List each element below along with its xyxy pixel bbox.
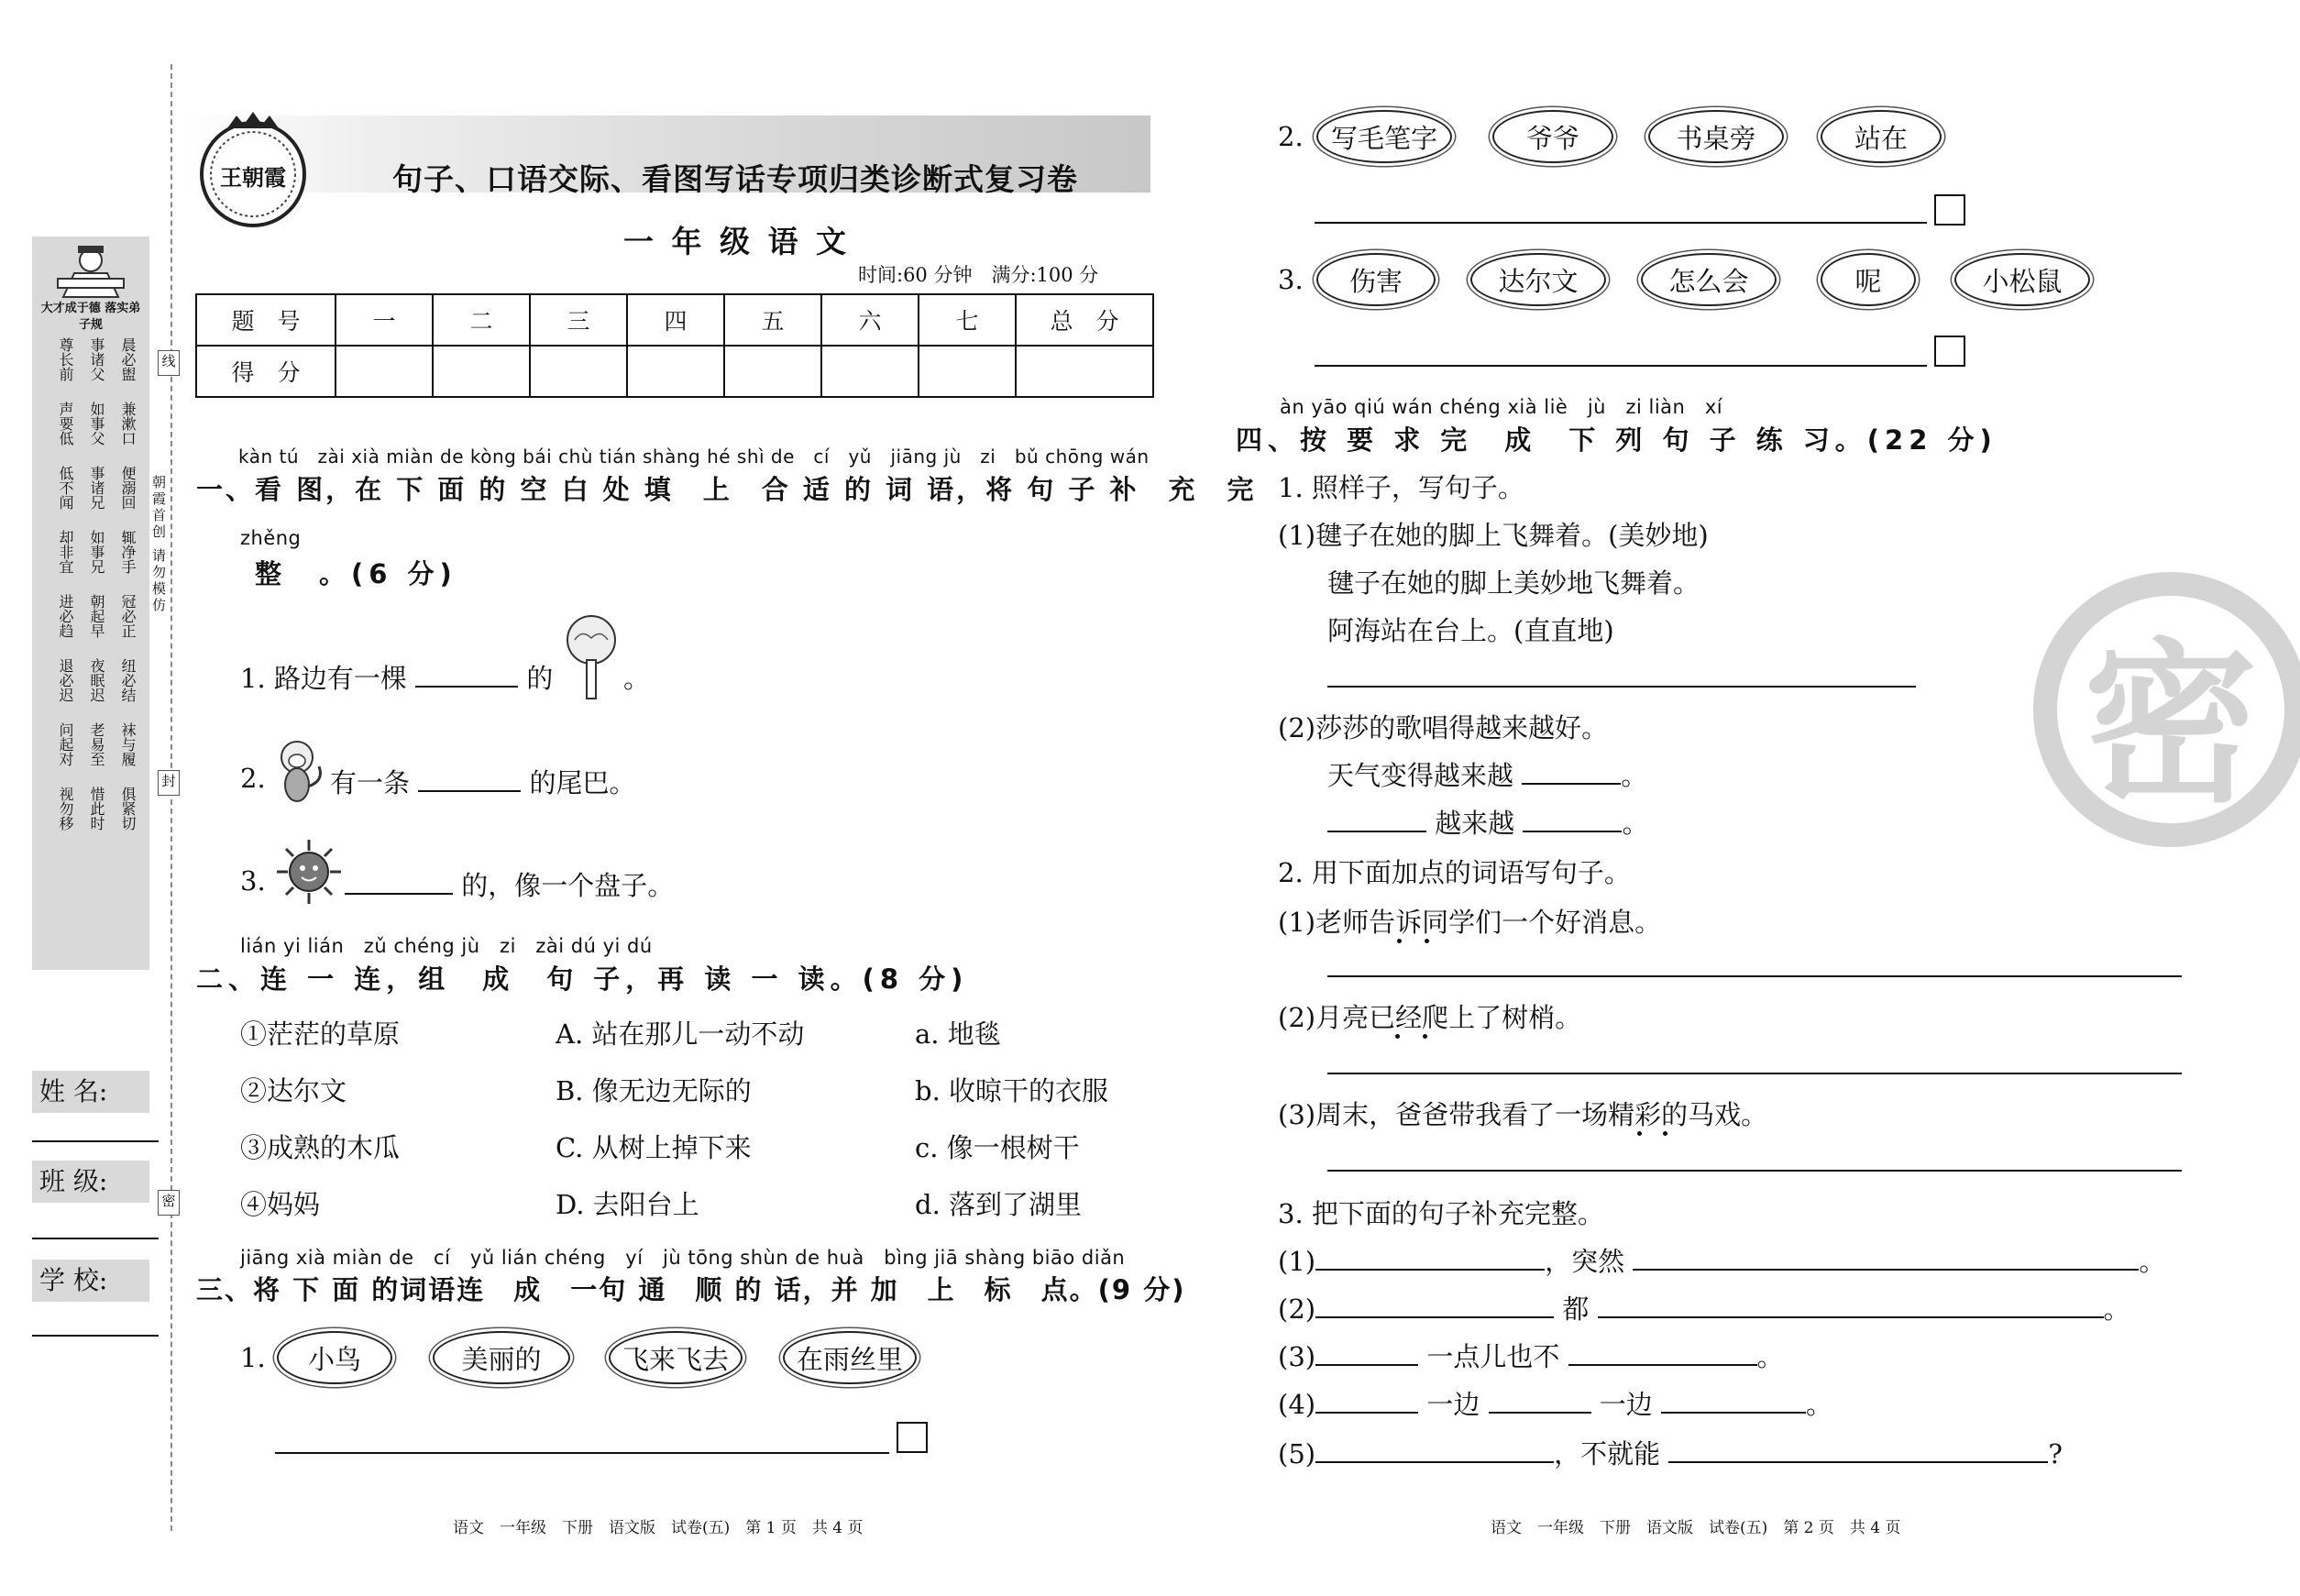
poem-cell: 视勿移 [57,787,74,831]
word-cloud[interactable]: 美丽的 [433,1331,570,1384]
s3-q3-num: 3. [1278,264,1304,295]
word-cloud[interactable]: 达尔文 [1470,253,1606,306]
watermark-seal [2033,572,2300,847]
word-cloud[interactable]: 飞来飞去 [609,1331,743,1384]
poem-cell: 老易至 [88,722,105,766]
brand-logo-text: 王朝霞 [220,164,286,191]
margin-vertical-note: 朝霞首创 请勿模仿 [150,475,167,614]
score-header: 二 [433,294,530,346]
s4-p2-1-answer-line[interactable] [1327,975,2182,977]
watermark-char: 密 [2083,622,2258,826]
section3-title: 三、将 下 面 的词语连 成 一句 通 顺 的 话，并 加 上 标 点。(9 分) [196,1274,1186,1305]
poem-cell: 尊长前 [57,337,74,381]
right-footer: 语文 一年级 下册 语文版 试卷(五) 第 2 页 共 4 页 [1491,1519,1901,1537]
sun-icon [275,838,343,906]
time-info: 时间:60 分钟 满分:100 分 [858,264,1099,286]
s4-p1-b-blank-2[interactable] [1327,807,1426,832]
score-header: 三 [530,294,627,346]
score-header: 五 [724,294,821,346]
s4-p1-a-answer-line[interactable] [1327,686,1916,688]
s4-p3-blank[interactable] [1315,1388,1418,1414]
poem-cell: 便溺回 [119,466,137,510]
poem-cell: 事诸父 [88,337,105,381]
poem-cell: 退必迟 [57,658,74,702]
s4-p3-blank[interactable] [1668,1437,2048,1463]
s4-p1-title: 1. 照样子，写句子。 [1278,472,1524,503]
poem-cell: 进必趋 [57,594,74,638]
emphasis-dot [1395,1034,1400,1039]
s3-q2-punct-box[interactable] [1934,194,1965,226]
match-item[interactable]: a. 地毯 [915,1018,1001,1050]
poem-cell: 事诸兄 [88,466,105,510]
class-label: 班 级: [32,1161,149,1203]
match-item[interactable]: C. 从树上掉下来 [556,1132,752,1163]
emphasis-dot [1423,1034,1427,1039]
section4-pinyin: àn yāo qiú wán chéng xià liè jù zi liàn xí [1280,396,1723,418]
s1-question-1: 1. 路边有一棵 的 [240,663,554,694]
match-item[interactable]: ①茫茫的草原 [240,1018,401,1050]
margin-mark-mi: 密 [158,1190,180,1216]
poem-cell: 声要低 [57,402,74,446]
score-table [195,293,1154,398]
s4-p1-b-task2: 越来越 。 [1327,803,1648,841]
poem-grid [43,337,140,843]
word-cloud[interactable]: 怎么会 [1641,253,1777,306]
match-item[interactable]: ④妈妈 [240,1189,321,1220]
s4-p2-title: 2. 用下面加点的词语写句子。 [1278,857,1631,888]
s4-p1-b-blank-1[interactable] [1522,759,1621,785]
class-field[interactable] [32,1238,159,1239]
s1-q2-num: 2. [240,763,266,794]
section3-pinyin: jiāng xià miàn de cí yǔ lián chéng yí jù tōng shùn de huà bìng jiā shàng biāo diǎn [240,1247,1126,1269]
s4-p1-b-blank-3[interactable] [1523,807,1622,832]
s4-p3-2: (2) 都 。 [1278,1293,2130,1325]
s1-q1-end: 。 [623,663,651,694]
emphasis-dot [1663,1131,1667,1136]
s4-p3-1: (1) ，突然 。 [1278,1246,2166,1277]
score-cell[interactable] [336,346,433,397]
binding-dashed-line [171,64,172,1531]
word-cloud[interactable]: 书桌旁 [1648,110,1784,163]
word-cloud[interactable]: 小松鼠 [1954,253,2090,306]
score-cell[interactable] [1016,346,1153,397]
s4-p3-blank[interactable] [1315,1245,1545,1271]
poem-cell: 如事父 [88,402,105,446]
section1-title: 一、看 图，在 下 面 的 空 白 处 填 上 合 适 的 词 语，将 句 子 补 充 完 [196,474,1257,505]
school-label: 学 校: [32,1260,149,1302]
s4-p3-3: (3) 一点儿也不 。 [1278,1341,1784,1372]
s4-p2-3: (3)周末，爸爸带我看了一场精彩的马戏。 [1278,1099,1768,1130]
section2-pinyin: lián yi lián zǔ chéng jù zi zài dú yi dú [240,935,653,957]
score-header: 总 分 [1016,294,1153,346]
s1-q2-blank[interactable] [418,766,521,792]
s4-p2-3-answer-line[interactable] [1327,1170,2182,1172]
poem-cell: 袜与履 [119,722,137,766]
s4-p3-blank[interactable] [1315,1293,1554,1318]
match-item[interactable]: c. 像一根树干 [915,1132,1080,1163]
tree-icon [564,612,619,704]
poem-cell: 晨必盥 [119,337,137,381]
word-cloud[interactable]: 伤害 [1316,253,1436,306]
s4-p3-title: 3. 把下面的句子补充完整。 [1278,1198,1604,1229]
s3-q2-num: 2. [1278,121,1304,152]
score-cell[interactable] [530,346,627,397]
poem-cell: 兼漱口 [119,402,137,446]
word-cloud[interactable]: 在雨丝里 [783,1331,917,1384]
score-header: 题 号 [196,294,336,346]
score-header: 七 [919,294,1016,346]
left-footer: 语文 一年级 下册 语文版 试卷(五) 第 1 页 共 4 页 [453,1519,864,1537]
s4-p1-a-example: 毽子在她的脚上美妙地飞舞着。 [1327,567,1700,599]
s4-p3-blank[interactable] [1489,1388,1591,1414]
banner-title: 句子、口语交际、看图写话专项归类诊断式复习卷 [392,161,1078,197]
s4-p3-blank[interactable] [1661,1388,1806,1414]
section1-title-2: 整 。(6 分) [255,558,457,589]
name-label: 姓 名: [32,1071,149,1113]
score-cell[interactable] [919,346,1016,397]
word-cloud[interactable]: 小鸟 [277,1331,392,1384]
margin-mark-feng: 封 [158,770,180,796]
s1-question-2: 有一条 的尾巴。 [330,767,636,798]
s3-q3-answer-line[interactable] [1315,365,1927,367]
s4-p3-blank[interactable] [1315,1437,1554,1463]
poem-cell: 冠必正 [119,594,137,638]
score-row-label: 得 分 [196,346,336,397]
section1-pinyin: kàn tú zài xià miàn de kòng bái chù tián shàng hé shì de cí yǔ jiāng jù zi bǔ chōng wán [238,446,1150,468]
match-item[interactable]: B. 像无边无际的 [556,1075,752,1106]
s3-q2-answer-line[interactable] [1315,222,1927,224]
s4-p3-blank[interactable] [1598,1293,2104,1318]
s4-p3-4: (4) 一边 一边 。 [1278,1389,1833,1420]
word-cloud[interactable]: 写毛笔字 [1316,110,1452,163]
s4-p3-blank[interactable] [1315,1340,1418,1366]
s4-p1-a: (1)毽子在她的脚上飞舞着。(美妙地) [1278,520,1709,551]
score-header: 一 [336,294,433,346]
score-cell[interactable] [821,346,919,397]
s4-p1-a-task: 阿海站在台上。(直直地) [1327,615,1614,646]
poem-cell: 辄净手 [119,530,137,574]
scholar-icon [50,246,131,299]
section1-pinyin-2: zhěng [240,527,302,549]
s4-p2-1: (1)老师告诉同学们一个好消息。 [1278,907,1662,938]
match-item[interactable]: b. 收晾干的衣服 [915,1075,1109,1106]
monkey-icon [271,739,326,805]
s1-question-3: 的，像一个盘子。 [345,865,674,903]
match-item[interactable]: A. 站在那儿一动不动 [556,1018,805,1050]
match-item[interactable]: d. 落到了湖里 [915,1189,1083,1220]
margin-mark-xian: 线 [158,350,180,376]
name-field[interactable] [32,1140,159,1142]
s4-p3-blank[interactable] [1568,1340,1757,1366]
s4-p3-5: (5) ，不就能 ? [1278,1438,2063,1469]
poem-cell: 却非宜 [57,530,74,574]
word-cloud[interactable]: 呢 [1821,253,1916,306]
poem-cell: 如事兄 [88,530,105,574]
score-cell[interactable] [724,346,821,397]
match-item[interactable]: ③成熟的木瓜 [240,1132,401,1163]
poem-cell: 惜此时 [88,787,105,831]
s1-q3-blank[interactable] [345,869,453,895]
poem-cell: 俱紧切 [119,787,137,831]
word-cloud[interactable]: 爷爷 [1492,110,1613,163]
s4-p2-2: (2)月亮已经爬上了树梢。 [1278,1002,1582,1033]
emphasis-dot [1397,939,1402,943]
s4-p1-b-task1: 天气变得越来越 。 [1327,760,1648,791]
section4-title: 四、按 要 求 完 成 下 列 句 子 练 习。(22 分) [1236,424,1997,456]
s4-p1-b: (2)莎莎的歌唱得越来越好。 [1278,712,1609,743]
brand-logo [183,110,321,229]
poem-cell: 朝起早 [88,594,105,638]
score-header: 四 [627,294,724,346]
s3-q1-num: 1. [240,1342,266,1373]
s4-p3-blank[interactable] [1633,1245,2139,1271]
match-item[interactable]: D. 去阳台上 [556,1189,699,1220]
emphasis-dot [1425,939,1429,943]
school-field[interactable] [32,1335,159,1337]
section2-title: 二、连 一 连，组 成 句 子，再 读 一 读。(8 分) [196,963,969,995]
sidebar-panel [32,237,149,970]
poem-cell: 问起对 [57,722,74,766]
match-item[interactable]: ②达尔文 [240,1075,347,1106]
subject-title: 一 年 级 语 文 [623,224,850,259]
emphasis-dot [1637,1131,1642,1136]
s3-q1-answer-line[interactable] [275,1452,889,1454]
score-cell[interactable] [433,346,530,397]
s3-q1-punct-box[interactable] [897,1422,928,1453]
s3-q3-punct-box[interactable] [1934,336,1965,367]
s1-q1-blank[interactable] [415,662,518,688]
poem-cell: 低不闻 [57,466,74,510]
poem-cell: 纽必结 [119,658,137,702]
score-header: 六 [821,294,919,346]
word-cloud[interactable]: 站在 [1821,110,1942,163]
sidebar-motto: 大才成于德 落实弟子规 [40,302,141,332]
s1-q3-num: 3. [240,865,266,897]
poem-cell: 夜眠迟 [88,658,105,702]
score-cell[interactable] [627,346,724,397]
s4-p2-2-answer-line[interactable] [1327,1073,2182,1074]
